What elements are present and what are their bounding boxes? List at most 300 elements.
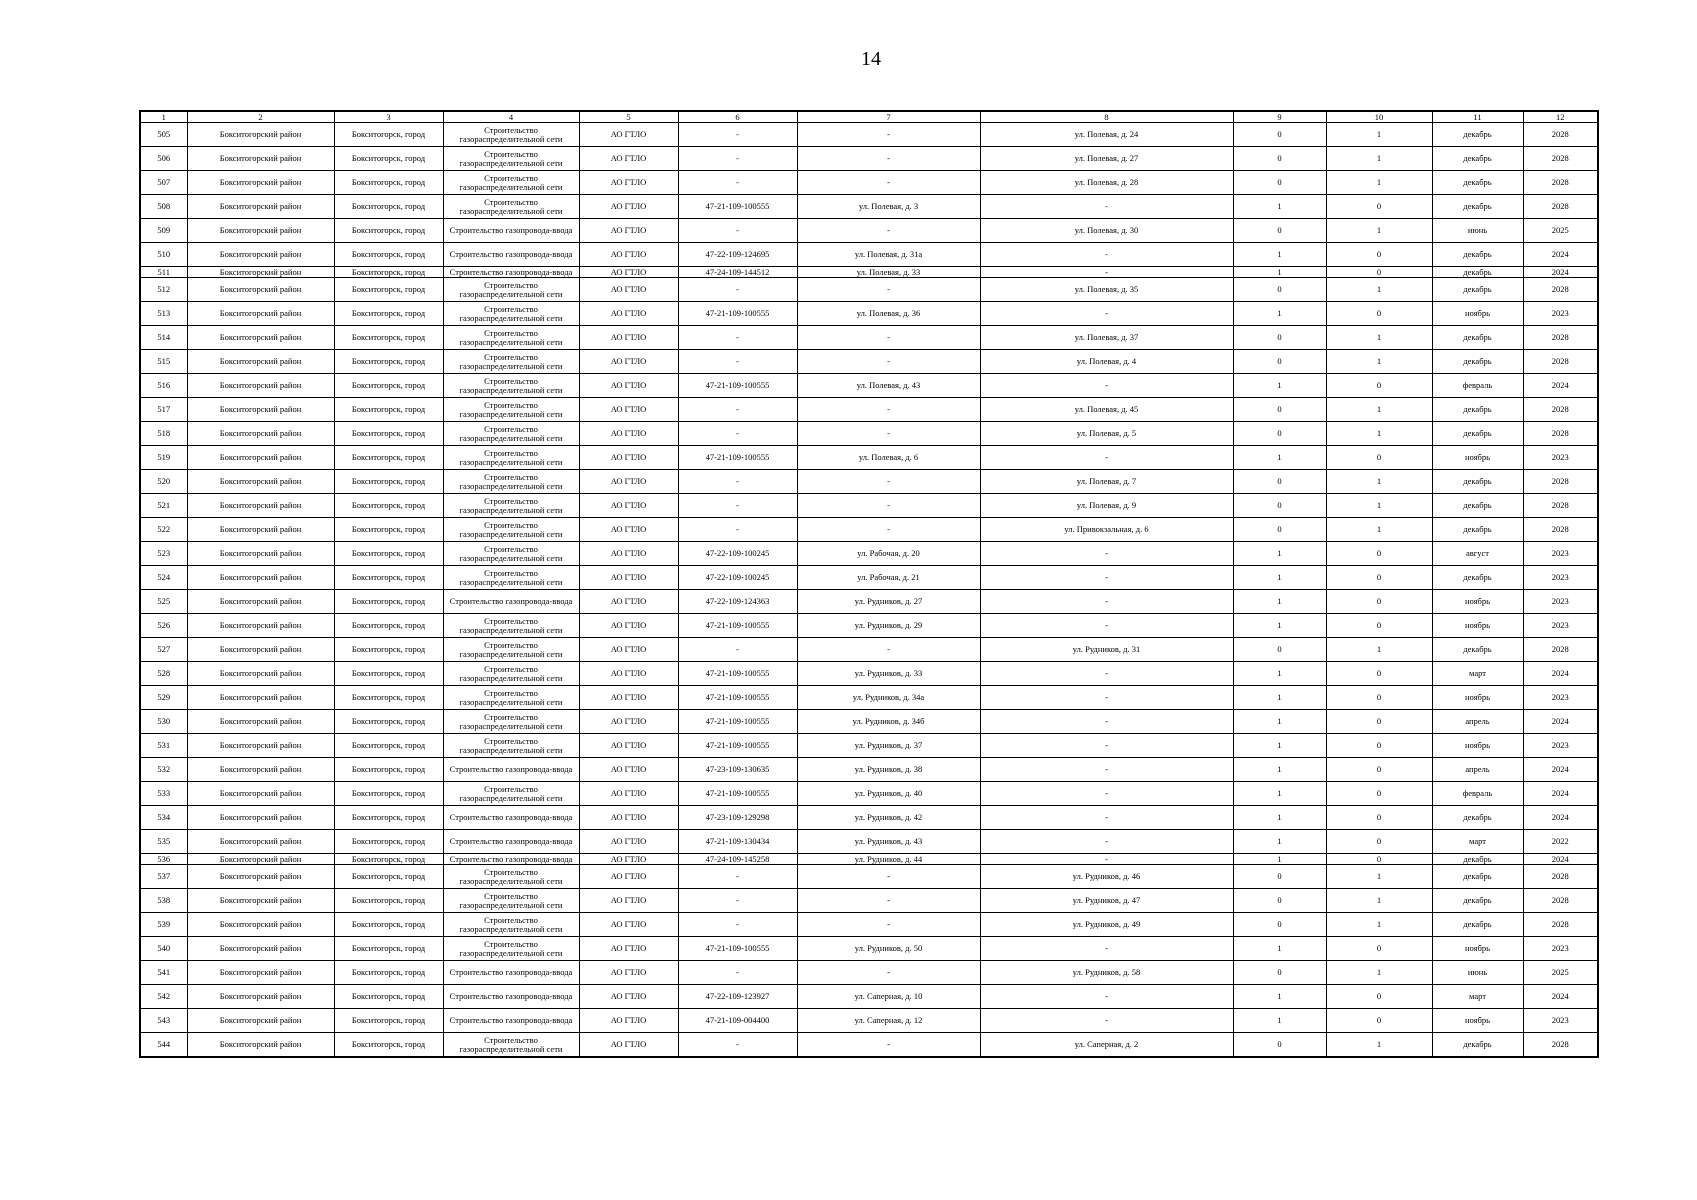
table-row bbox=[140, 662, 1598, 686]
table-cell: АО ГТЛО bbox=[579, 147, 678, 171]
table-cell: АО ГТЛО bbox=[579, 614, 678, 638]
table-cell: 529 bbox=[140, 686, 187, 710]
table-cell: Бокситогорск, город bbox=[334, 243, 443, 267]
table-cell: Бокситогорск, город bbox=[334, 398, 443, 422]
table-cell: Бокситогорский район bbox=[187, 278, 334, 302]
table-cell: 2028 bbox=[1523, 889, 1598, 913]
table-cell: 2023 bbox=[1523, 542, 1598, 566]
table-cell: 1 bbox=[1326, 326, 1432, 350]
table-cell: - bbox=[678, 326, 797, 350]
table-cell: Строительство газопровода-ввода bbox=[443, 267, 579, 278]
table-cell: 0 bbox=[1326, 374, 1432, 398]
table-cell: 518 bbox=[140, 422, 187, 446]
table-cell: Бокситогорский район bbox=[187, 350, 334, 374]
table-cell: 2024 bbox=[1523, 985, 1598, 1009]
table-row bbox=[140, 865, 1598, 889]
table-cell: 519 bbox=[140, 446, 187, 470]
table-cell: декабрь bbox=[1432, 806, 1523, 830]
table-cell: 2028 bbox=[1523, 1033, 1598, 1058]
table-cell: 1 bbox=[1233, 446, 1326, 470]
table-cell: 1 bbox=[1326, 494, 1432, 518]
column-header: 10 bbox=[1326, 111, 1432, 123]
table-cell: 0 bbox=[1326, 662, 1432, 686]
table-cell: 2028 bbox=[1523, 422, 1598, 446]
table-cell: декабрь bbox=[1432, 267, 1523, 278]
table-cell: 1 bbox=[1326, 219, 1432, 243]
table-cell: Бокситогорский район bbox=[187, 889, 334, 913]
table-row bbox=[140, 147, 1598, 171]
table-cell: АО ГТЛО bbox=[579, 913, 678, 937]
table-cell: 0 bbox=[1233, 171, 1326, 195]
table-cell: АО ГТЛО bbox=[579, 302, 678, 326]
table-cell: 512 bbox=[140, 278, 187, 302]
table-row bbox=[140, 710, 1598, 734]
table-row bbox=[140, 889, 1598, 913]
table-cell: Строительство газораспределительной сети bbox=[443, 171, 579, 195]
table-cell: - bbox=[678, 398, 797, 422]
table-cell: - bbox=[797, 171, 980, 195]
table-cell: 47-21-109-100555 bbox=[678, 662, 797, 686]
table-cell: 47-24-109-144512 bbox=[678, 267, 797, 278]
table-cell: АО ГТЛО bbox=[579, 542, 678, 566]
table-cell: 2023 bbox=[1523, 734, 1598, 758]
table-cell: 1 bbox=[1326, 123, 1432, 147]
table-cell: 2024 bbox=[1523, 854, 1598, 865]
table-cell: ул. Полевая, д. 3 bbox=[797, 195, 980, 219]
table-cell: Строительство газораспределительной сети bbox=[443, 937, 579, 961]
table-cell: 523 bbox=[140, 542, 187, 566]
table-cell: 47-22-109-123927 bbox=[678, 985, 797, 1009]
table-cell: - bbox=[678, 470, 797, 494]
table-cell: Строительство газораспределительной сети bbox=[443, 542, 579, 566]
table-cell: Бокситогорский район bbox=[187, 590, 334, 614]
table-cell: 533 bbox=[140, 782, 187, 806]
table-cell: 1 bbox=[1233, 937, 1326, 961]
table-cell: 534 bbox=[140, 806, 187, 830]
table-cell: - bbox=[980, 662, 1233, 686]
table-cell: апрель bbox=[1432, 758, 1523, 782]
table-cell: Бокситогорск, город bbox=[334, 267, 443, 278]
table-cell: 47-21-109-100555 bbox=[678, 446, 797, 470]
table-cell: - bbox=[980, 686, 1233, 710]
table-cell: 0 bbox=[1326, 614, 1432, 638]
table-cell: АО ГТЛО bbox=[579, 638, 678, 662]
table-cell: 1 bbox=[1326, 470, 1432, 494]
table-cell: 47-21-109-100555 bbox=[678, 734, 797, 758]
table-cell: 537 bbox=[140, 865, 187, 889]
table-cell: Бокситогорск, город bbox=[334, 326, 443, 350]
table-cell: 1 bbox=[1326, 961, 1432, 985]
table-cell: АО ГТЛО bbox=[579, 470, 678, 494]
table-cell: 0 bbox=[1233, 470, 1326, 494]
table-cell: Строительство газопровода-ввода bbox=[443, 806, 579, 830]
table-cell: 47-22-109-100245 bbox=[678, 566, 797, 590]
table-cell: 516 bbox=[140, 374, 187, 398]
table-cell: 47-22-109-100245 bbox=[678, 542, 797, 566]
column-header: 4 bbox=[443, 111, 579, 123]
table-cell: ул. Рудников, д. 37 bbox=[797, 734, 980, 758]
table-cell: 522 bbox=[140, 518, 187, 542]
table-row bbox=[140, 782, 1598, 806]
table-cell: ноябрь bbox=[1432, 590, 1523, 614]
table-cell: Строительство газопровода-ввода bbox=[443, 243, 579, 267]
table-cell: 2023 bbox=[1523, 1009, 1598, 1033]
table-cell: 526 bbox=[140, 614, 187, 638]
column-header: 2 bbox=[187, 111, 334, 123]
table-cell: АО ГТЛО bbox=[579, 446, 678, 470]
table-cell: Строительство газораспределительной сети bbox=[443, 889, 579, 913]
table-cell: - bbox=[797, 518, 980, 542]
table-cell: 2028 bbox=[1523, 638, 1598, 662]
table-cell: 525 bbox=[140, 590, 187, 614]
table-cell: 2024 bbox=[1523, 758, 1598, 782]
table-cell: Бокситогорский район bbox=[187, 147, 334, 171]
table-cell: декабрь bbox=[1432, 494, 1523, 518]
table-cell: 1 bbox=[1233, 243, 1326, 267]
table-cell: март bbox=[1432, 830, 1523, 854]
table-row bbox=[140, 195, 1598, 219]
table-cell: 2025 bbox=[1523, 961, 1598, 985]
table-cell: Бокситогорск, город bbox=[334, 686, 443, 710]
table-cell: 1 bbox=[1233, 195, 1326, 219]
table-cell: Бокситогорск, город bbox=[334, 734, 443, 758]
table-cell: Бокситогорск, город bbox=[334, 937, 443, 961]
table-cell: АО ГТЛО bbox=[579, 243, 678, 267]
table-cell: - bbox=[678, 171, 797, 195]
table-row bbox=[140, 398, 1598, 422]
table-cell: 2023 bbox=[1523, 937, 1598, 961]
table-cell: Бокситогорский район bbox=[187, 219, 334, 243]
table-cell: - bbox=[980, 614, 1233, 638]
table-cell: Бокситогорский район bbox=[187, 566, 334, 590]
table-cell: Бокситогорский район bbox=[187, 961, 334, 985]
table-cell: Бокситогорск, город bbox=[334, 518, 443, 542]
table-cell: ул. Полевая, д. 43 bbox=[797, 374, 980, 398]
table-cell: Бокситогорск, город bbox=[334, 985, 443, 1009]
table-cell: Бокситогорск, город bbox=[334, 374, 443, 398]
table-cell: Строительство газораспределительной сети bbox=[443, 734, 579, 758]
table-cell: декабрь bbox=[1432, 350, 1523, 374]
table-cell: 511 bbox=[140, 267, 187, 278]
table-cell: 2024 bbox=[1523, 662, 1598, 686]
table-cell: 0 bbox=[1326, 267, 1432, 278]
table-cell: - bbox=[678, 123, 797, 147]
table-cell: Бокситогорский район bbox=[187, 638, 334, 662]
table-cell: ул. Рудников, д. 42 bbox=[797, 806, 980, 830]
table-cell: ул. Рудников, д. 31 bbox=[980, 638, 1233, 662]
table-row bbox=[140, 350, 1598, 374]
table-cell: Строительство газопровода-ввода bbox=[443, 854, 579, 865]
table-cell: 0 bbox=[1233, 889, 1326, 913]
table-cell: АО ГТЛО bbox=[579, 758, 678, 782]
table-cell: - bbox=[980, 267, 1233, 278]
table-cell: 47-21-109-100555 bbox=[678, 782, 797, 806]
table-cell: 530 bbox=[140, 710, 187, 734]
table-cell: 1 bbox=[1326, 865, 1432, 889]
table-cell: - bbox=[797, 123, 980, 147]
table-cell: июнь bbox=[1432, 961, 1523, 985]
table-cell: Бокситогорский район bbox=[187, 865, 334, 889]
table-cell: - bbox=[678, 961, 797, 985]
table-cell: ул. Рудников, д. 44 bbox=[797, 854, 980, 865]
table-cell: Бокситогорский район bbox=[187, 806, 334, 830]
table-cell: 1 bbox=[1233, 686, 1326, 710]
table-cell: Бокситогорск, город bbox=[334, 662, 443, 686]
table-cell: 1 bbox=[1326, 350, 1432, 374]
table-row bbox=[140, 638, 1598, 662]
table-cell: 1 bbox=[1233, 374, 1326, 398]
table-cell: Бокситогорский район bbox=[187, 854, 334, 865]
table-cell: Строительство газораспределительной сети bbox=[443, 302, 579, 326]
table-cell: - bbox=[797, 278, 980, 302]
table-cell: 1 bbox=[1233, 566, 1326, 590]
table-cell: Бокситогорск, город bbox=[334, 1033, 443, 1058]
table-cell: 1 bbox=[1233, 590, 1326, 614]
table-cell: ул. Полевая, д. 30 bbox=[980, 219, 1233, 243]
table-cell: - bbox=[678, 494, 797, 518]
table-cell: 47-21-109-004400 bbox=[678, 1009, 797, 1033]
table-cell: 2025 bbox=[1523, 219, 1598, 243]
table-cell: АО ГТЛО bbox=[579, 961, 678, 985]
table-cell: Строительство газораспределительной сети bbox=[443, 350, 579, 374]
table-cell: Бокситогорск, город bbox=[334, 830, 443, 854]
table-cell: декабрь bbox=[1432, 913, 1523, 937]
table-cell: 2028 bbox=[1523, 171, 1598, 195]
table-cell: 1 bbox=[1326, 147, 1432, 171]
table-cell: - bbox=[797, 350, 980, 374]
table-cell: АО ГТЛО bbox=[579, 1009, 678, 1033]
table-cell: 515 bbox=[140, 350, 187, 374]
table-cell: Бокситогорск, город bbox=[334, 913, 443, 937]
table-cell: Бокситогорск, город bbox=[334, 422, 443, 446]
table-cell: Строительство газораспределительной сети bbox=[443, 195, 579, 219]
table-row bbox=[140, 1009, 1598, 1033]
table-cell: декабрь bbox=[1432, 278, 1523, 302]
table-cell: 2023 bbox=[1523, 566, 1598, 590]
table-cell: АО ГТЛО bbox=[579, 398, 678, 422]
table-cell: 506 bbox=[140, 147, 187, 171]
table-cell: 539 bbox=[140, 913, 187, 937]
table-cell: ул. Рудников, д. 43 bbox=[797, 830, 980, 854]
table-row bbox=[140, 542, 1598, 566]
table-row bbox=[140, 686, 1598, 710]
table-cell: АО ГТЛО bbox=[579, 195, 678, 219]
table-cell: 536 bbox=[140, 854, 187, 865]
table-cell: декабрь bbox=[1432, 195, 1523, 219]
table-cell: - bbox=[980, 782, 1233, 806]
table-cell: 1 bbox=[1233, 734, 1326, 758]
table-cell: 2024 bbox=[1523, 782, 1598, 806]
table-cell: декабрь bbox=[1432, 422, 1523, 446]
table-cell: - bbox=[797, 219, 980, 243]
column-header: 7 bbox=[797, 111, 980, 123]
table-cell: - bbox=[678, 1033, 797, 1058]
table-cell: 1 bbox=[1326, 638, 1432, 662]
table-cell: ул. Рудников, д. 27 bbox=[797, 590, 980, 614]
column-header: 6 bbox=[678, 111, 797, 123]
table-cell: ул. Рудников, д. 50 bbox=[797, 937, 980, 961]
table-cell: ул. Полевая, д. 24 bbox=[980, 123, 1233, 147]
table-cell: 514 bbox=[140, 326, 187, 350]
table-cell: Строительство газораспределительной сети bbox=[443, 326, 579, 350]
table-cell: ул. Рудников, д. 46 bbox=[980, 865, 1233, 889]
table-cell: Бокситогорск, город bbox=[334, 590, 443, 614]
table-cell: 0 bbox=[1233, 961, 1326, 985]
table-cell: Строительство газопровода-ввода bbox=[443, 985, 579, 1009]
table-row bbox=[140, 1033, 1598, 1058]
table-cell: Бокситогорск, город bbox=[334, 542, 443, 566]
table-cell: 0 bbox=[1233, 219, 1326, 243]
table-cell: 2024 bbox=[1523, 710, 1598, 734]
table-cell: - bbox=[980, 710, 1233, 734]
table-row bbox=[140, 243, 1598, 267]
table-cell: - bbox=[678, 278, 797, 302]
table-cell: ул. Рудников, д. 58 bbox=[980, 961, 1233, 985]
table-row bbox=[140, 422, 1598, 446]
table-cell: - bbox=[980, 446, 1233, 470]
table-cell: - bbox=[980, 758, 1233, 782]
table-cell: АО ГТЛО bbox=[579, 782, 678, 806]
table-cell: Бокситогорск, город bbox=[334, 302, 443, 326]
table-cell: Бокситогорский район bbox=[187, 686, 334, 710]
table-cell: Строительство газораспределительной сети bbox=[443, 638, 579, 662]
table-cell: февраль bbox=[1432, 374, 1523, 398]
table-cell: 0 bbox=[1326, 1009, 1432, 1033]
table-cell: 2028 bbox=[1523, 470, 1598, 494]
column-header: 11 bbox=[1432, 111, 1523, 123]
table-cell: декабрь bbox=[1432, 566, 1523, 590]
table-cell: Строительство газораспределительной сети bbox=[443, 1033, 579, 1058]
table-cell: ул. Полевая, д. 9 bbox=[980, 494, 1233, 518]
table-cell: - bbox=[980, 1009, 1233, 1033]
table-cell: 535 bbox=[140, 830, 187, 854]
table-cell: Бокситогорский район bbox=[187, 326, 334, 350]
table-cell: ноябрь bbox=[1432, 937, 1523, 961]
table-cell: ул. Рудников, д. 33 bbox=[797, 662, 980, 686]
table-cell: - bbox=[797, 865, 980, 889]
table-cell: ул. Полевая, д. 6 bbox=[797, 446, 980, 470]
table-cell: декабрь bbox=[1432, 638, 1523, 662]
table-cell: 2023 bbox=[1523, 590, 1598, 614]
table-cell: - bbox=[980, 542, 1233, 566]
table-cell: Строительство газораспределительной сети bbox=[443, 913, 579, 937]
table-row bbox=[140, 961, 1598, 985]
table-cell: Бокситогорский район bbox=[187, 985, 334, 1009]
table-cell: ул. Привокзальная, д. 6 bbox=[980, 518, 1233, 542]
table-cell: 0 bbox=[1233, 638, 1326, 662]
table-cell: Бокситогорск, город bbox=[334, 889, 443, 913]
table-cell: Бокситогорский район bbox=[187, 243, 334, 267]
table-cell: 508 bbox=[140, 195, 187, 219]
table-cell: 2024 bbox=[1523, 374, 1598, 398]
table-cell: 1 bbox=[1233, 302, 1326, 326]
table-cell: Бокситогорский район bbox=[187, 782, 334, 806]
table-cell: - bbox=[678, 422, 797, 446]
table-cell: 542 bbox=[140, 985, 187, 1009]
table-cell: 0 bbox=[1326, 590, 1432, 614]
table-cell: 2022 bbox=[1523, 830, 1598, 854]
table-cell: - bbox=[797, 398, 980, 422]
table-cell: 0 bbox=[1233, 422, 1326, 446]
table-cell: АО ГТЛО bbox=[579, 865, 678, 889]
table-cell: март bbox=[1432, 985, 1523, 1009]
table-cell: 2028 bbox=[1523, 147, 1598, 171]
table-cell: Строительство газопровода-ввода bbox=[443, 830, 579, 854]
table-cell: 0 bbox=[1326, 710, 1432, 734]
table-cell: - bbox=[980, 830, 1233, 854]
table-cell: Строительство газораспределительной сети bbox=[443, 782, 579, 806]
table-cell: 2028 bbox=[1523, 350, 1598, 374]
table-cell: Строительство газораспределительной сети bbox=[443, 422, 579, 446]
table-cell: 47-21-109-100555 bbox=[678, 937, 797, 961]
table-row bbox=[140, 566, 1598, 590]
table-cell: Бокситогорский район bbox=[187, 518, 334, 542]
table-cell: 1 bbox=[1233, 542, 1326, 566]
table-cell: - bbox=[980, 566, 1233, 590]
table-cell: Бокситогорский район bbox=[187, 710, 334, 734]
table-cell: ул. Полевая, д. 4 bbox=[980, 350, 1233, 374]
table-cell: Бокситогорский район bbox=[187, 171, 334, 195]
table-cell: 2024 bbox=[1523, 243, 1598, 267]
table-cell: 0 bbox=[1233, 518, 1326, 542]
table-cell: 0 bbox=[1233, 913, 1326, 937]
table-cell: Бокситогорск, город bbox=[334, 219, 443, 243]
table-cell: Строительство газораспределительной сети bbox=[443, 566, 579, 590]
table-cell: 1 bbox=[1233, 710, 1326, 734]
table-cell: 2024 bbox=[1523, 806, 1598, 830]
table-cell: АО ГТЛО bbox=[579, 123, 678, 147]
table-cell: - bbox=[797, 889, 980, 913]
table-cell: 521 bbox=[140, 494, 187, 518]
table-cell: - bbox=[980, 985, 1233, 1009]
table-cell: 0 bbox=[1326, 854, 1432, 865]
table-cell: 528 bbox=[140, 662, 187, 686]
table-cell: 1 bbox=[1326, 889, 1432, 913]
table-cell: 1 bbox=[1233, 1009, 1326, 1033]
table-cell: АО ГТЛО bbox=[579, 518, 678, 542]
table-cell: Бокситогорск, город bbox=[334, 195, 443, 219]
table-cell: Бокситогорский район bbox=[187, 267, 334, 278]
table-cell: ноябрь bbox=[1432, 1009, 1523, 1033]
table-cell: - bbox=[797, 1033, 980, 1058]
table-cell: 2028 bbox=[1523, 326, 1598, 350]
table-cell: ул. Полевая, д. 36 bbox=[797, 302, 980, 326]
table-cell: 1 bbox=[1326, 398, 1432, 422]
table-cell: - bbox=[678, 219, 797, 243]
table-row bbox=[140, 267, 1598, 278]
table-cell: - bbox=[678, 889, 797, 913]
table-cell: 513 bbox=[140, 302, 187, 326]
table-cell: - bbox=[980, 806, 1233, 830]
table-row bbox=[140, 446, 1598, 470]
table-cell: ул. Рабочая, д. 20 bbox=[797, 542, 980, 566]
table-cell: 0 bbox=[1326, 830, 1432, 854]
table-cell: АО ГТЛО bbox=[579, 590, 678, 614]
table-cell: - bbox=[797, 494, 980, 518]
table-cell: АО ГТЛО bbox=[579, 566, 678, 590]
table-cell: - bbox=[980, 734, 1233, 758]
table-cell: Бокситогорск, город bbox=[334, 147, 443, 171]
table-cell: - bbox=[797, 638, 980, 662]
table-cell: 0 bbox=[1326, 758, 1432, 782]
table-cell: ул. Полевая, д. 7 bbox=[980, 470, 1233, 494]
table-cell: 1 bbox=[1233, 267, 1326, 278]
table-cell: август bbox=[1432, 542, 1523, 566]
table-cell: - bbox=[980, 195, 1233, 219]
table-cell: 505 bbox=[140, 123, 187, 147]
table-cell: декабрь bbox=[1432, 865, 1523, 889]
table-cell: март bbox=[1432, 662, 1523, 686]
